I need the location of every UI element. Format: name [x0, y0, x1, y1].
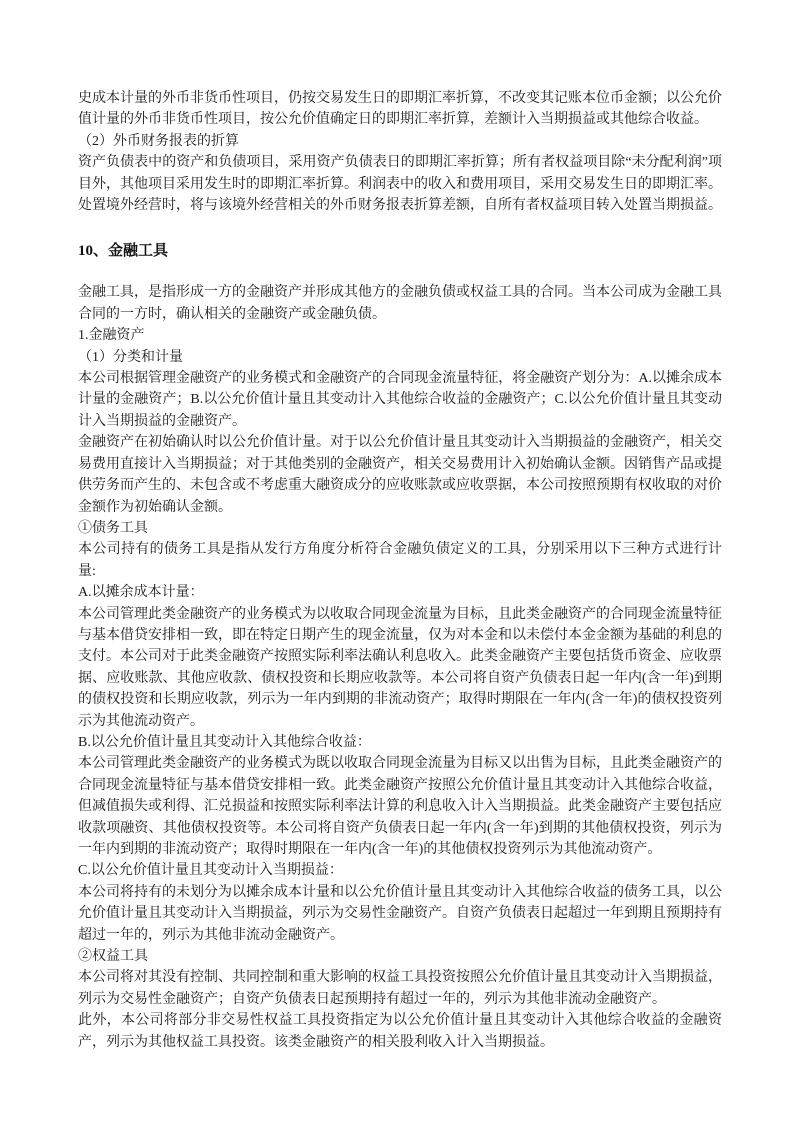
subheading-fvtpl: C.以公允价值计量且其变动计入当期损益：: [78, 863, 343, 879]
paragraph-non-trading-equity-designation: 此外，本公司将部分非交易性权益工具投资指定为以公允价值计量且其变动计入其他综合收益的金融资产，列示为其他权益工具投资。该类金融资产的相关股利收入计入当期损益。: [78, 1013, 722, 1050]
paragraph-fvoci-detail: 本公司管理此类金融资产的业务模式为既以收取合同现金流量为目标又以出售为目标，且此类金融资产的合同现金流量特征与基本借贷安排相一致。此类金融资产按照公允价值计量且其变动计入其他综合收益，但减值损失或利得、汇兑损益和按照实际利率法计算的利息收入计入当期损益。此类金融资产主要包括应收款项融资、其他债权投资等。本公司将自资产负债表日起一年内(含一年)到期的其他债权投资，列示为一年内到期的非流动资产；取得时期限在一年内(含一年)的其他债权投资列示为其他流动资产。: [78, 756, 722, 857]
paragraph-initial-recognition: 金融资产在初始确认时以公允价值计量。对于以公允价值计量且其变动计入当期损益的金融资产，相关交易费用直接计入当期损益；对于其他类别的金融资产，相关交易费用计入初始确认金额。因销售产品或提供劳务而产生的、未包含或不考虑重大融资成分的应收账款或应收票据，本公司按照预期有权收取的对价金额作为初始确认金额。: [78, 435, 722, 515]
subheading-amortized-cost: A.以摊余成本计量：: [78, 585, 204, 601]
section-heading-financial-instruments: 10、金融工具: [78, 243, 169, 260]
paragraph-fvtpl-detail: 本公司将持有的未划分为以摊余成本计量和以公允价值计量且其变动计入其他综合收益的债务工具，以公允价值计量且其变动计入当期损益，列示为交易性金融资产。自资产负债表日起超过一年到期且预期持有超过一年的，列示为其他非流动金融资产。: [78, 884, 722, 943]
document-body: [78, 88, 722, 1053]
paragraph-financial-instruments-definition: 金融工具，是指形成一方的金融资产并形成其他方的金融负债或权益工具的合同。当本公司成为金融工具合同的一方时，确认相关的金融资产或金融负债。: [78, 285, 722, 322]
subheading-classification-and-measurement: （1）分类和计量: [78, 349, 183, 365]
paragraph-asset-classification: 本公司根据管理金融资产的业务模式和金融资产的合同现金流量特征，将金融资产划分为：A.以摊余成本计量的金融资产；B.以公允价值计量且其变动计入其他综合收益的金融资产；C.以公允价值计量且其变动计入当期损益的金融资产。: [78, 371, 722, 429]
paragraph-balance-sheet-translation: 资产负债表中的资产和负债项目，采用资产负债表日的即期汇率折算；所有者权益项目除“未分配利润”项目外，其他项目采用发生时的即期汇率折算。利润表中的收入和费用项目，采用交易发生日的即期汇率。处置境外经营时，将与该境外经营相关的外币财务报表折算差额，自所有者权益项目转入处置当期损益。: [78, 155, 722, 214]
subheading-fvoci: B.以公允价值计量且其变动计入其他综合收益：: [78, 734, 371, 750]
paragraph-debt-instruments-intro: 本公司持有的债务工具是指从发行方角度分析符合金融负债定义的工具，分别采用以下三种方式进行计量:: [78, 542, 722, 579]
paragraph-equity-instruments-detail: 本公司将对其没有控制、共同控制和重大影响的权益工具投资按照公允价值计量且其变动计入当期损益，列示为交易性金融资产；自资产负债表日起预期持有超过一年的，列示为其他非流动金融资产。: [78, 970, 722, 1007]
paragraph-foreign-currency-items-continued: 史成本计量的外币非货币性项目，仍按交易发生日的即期汇率折算，不改变其记账本位币金额；以公允价值计量的外币非货币性项目，按公允价值确定日的即期汇率折算，差额计入当期损益或其他综合收益。: [78, 91, 722, 128]
subheading-equity-instruments: ②权益工具: [78, 949, 148, 965]
subheading-foreign-currency-statement-translation: （2）外币财务报表的折算: [78, 133, 239, 149]
subheading-debt-instruments: ①债务工具: [78, 520, 148, 536]
paragraph-amortized-cost-detail: 本公司管理此类金融资产的业务模式为以收取合同现金流量为目标，且此类金融资产的合同现金流量特征与基本借贷安排相一致，即在特定日期产生的现金流量，仅为对本金和以未偿付本金金额为基础的利息的支付。本公司对于此类金融资产按照实际利率法确认利息收入。此类金融资产主要包括货币资金、应收票据、应收账款、其他应收款、债权投资和长期应收款等。本公司将自资产负债表日起一年内(含一年)到期的债权投资和长期应收款，列示为一年内到期的非流动资产；取得时期限在一年内(含一年)的债权投资列示为其他流动资产。: [78, 606, 722, 729]
subheading-financial-assets: 1.金融资产: [78, 328, 145, 344]
